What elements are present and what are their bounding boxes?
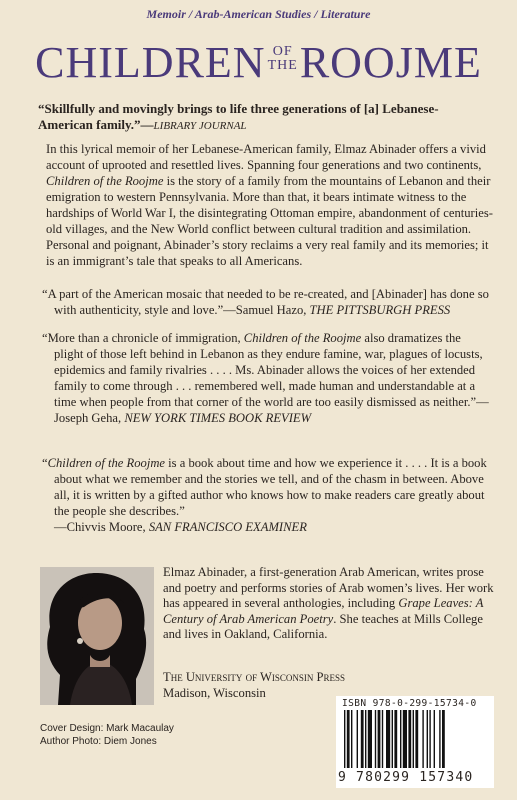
barcode-bar (442, 710, 445, 768)
bio-part1: Elmaz Abinader, a first-generation Arab American, writes prose and poetry and performs stories of Arab women’s lives. Her work has appeared in several anthologies, including (163, 565, 494, 610)
barcode-bar (394, 710, 397, 768)
author-photo-credit: Author Photo: Diem Jones (40, 736, 157, 747)
praise-quote (38, 101, 489, 134)
quote3-book-title: Children of the Roojme (47, 456, 166, 470)
barcode-bar (351, 710, 352, 768)
title-roojme: ROOJME (299, 38, 482, 87)
barcode-bar (400, 710, 401, 768)
barcode-bar (415, 710, 418, 768)
author-portrait-image (40, 567, 154, 705)
title-the: THE (267, 58, 298, 73)
publisher-block (163, 670, 345, 701)
barcode-bar (439, 710, 440, 768)
isbn-label: ISBN 978-0-299-15734-0 (342, 698, 477, 709)
quote1-text: “A part of the American mosaic that needed to be re-created, and [Abinader] has done so with authenticity, style and love.”—Samuel Hazo, (42, 287, 489, 317)
quote2-text: also dramatizes the plight of those left behind in Lebanon as they endure famine, war, plagues of locusts, epidemics and family rivalries . . . . Ms. Abinader allows the voices of her extended family to come through . . . remembered well, made human and understandable at a time when people from that corner of the world are too easily dismissed as neither.”—Joseph Geha, (54, 331, 489, 425)
barcode-bar (378, 710, 381, 768)
review-quote-geha (42, 330, 493, 426)
barcode-bar (429, 710, 430, 768)
publisher-name: The University of Wisconsin Press (163, 670, 346, 684)
quote1-source: THE PITTSBURGH PRESS (309, 303, 451, 317)
barcode-bar (392, 710, 393, 768)
barcode-bar (344, 710, 345, 768)
author-photo (40, 567, 154, 705)
isbn-barcode (336, 696, 494, 788)
description-paragraph (46, 141, 493, 269)
review-quote-moore (42, 455, 493, 535)
bio-anthology: Grape Leaves: A Century of Arab American Poetry (163, 596, 484, 626)
title-of-the (268, 45, 298, 73)
quote2-pre: “More than a chronicle of immigration, (42, 331, 244, 345)
praise-text: “Skillfully and movingly brings to life three generations of [a] Lebanese-American family.”— (38, 101, 439, 132)
barcode-digits: 9 780299 157340 (338, 770, 474, 785)
blurb-part1: In this lyrical memoir of her Lebanese-American family, Elmaz Abinader offers a vivid account of uprooted and resettled lives. Spanning four generations and two continents, (46, 142, 486, 172)
praise-source: LIBRARY JOURNAL (153, 120, 247, 132)
review-quote-hazo (42, 286, 493, 318)
blurb-part2: is the story of a family from the mountains of Lebanon and their emigration to western Pennsylvania. More than that, it bears intimate witness to the hardships of World War I, the disintegrating Ottoman empire, abandonment of centuries-old villages, and the New World conflict between cultural tradition and assimilation. Personal and poignant, Abinader’s story reclaims a very real family and its memories; it is an immigrant’s tale that speaks to all Americans. (46, 174, 493, 268)
bio-part2: . She teaches at Mills College and lives in Oakland, California. (163, 611, 483, 641)
barcode-bar (408, 710, 411, 768)
category-line: Memoir / Arab-American Studies / Literature (146, 7, 371, 21)
quote3-attr: —Chivvis Moore, (54, 520, 149, 534)
barcode-bars (344, 710, 486, 770)
book-title (0, 36, 517, 90)
barcode-bar (427, 710, 428, 768)
barcode-bar (347, 710, 350, 768)
quote3-source: SAN FRANCISCO EXAMINER (148, 520, 307, 534)
barcode-bar (382, 710, 383, 768)
quote2-book-title: Children of the Roojme (243, 331, 362, 345)
blurb-book-title: Children of the Roojme (46, 174, 164, 188)
barcode-bar (434, 710, 435, 768)
title-of: OF (272, 44, 293, 59)
barcode-bar (357, 710, 358, 768)
quote3-text: is a book about time and how we experience it . . . . It is a book about what we remember and the stories we tell, and of the chasm in between. Above all, it is written by a gifted author who knows how to make readers care greatly about the people she describes.” (54, 456, 487, 518)
quote2-source: NEW YORK TIMES BOOK REVIEW (124, 411, 312, 425)
quote3-attribution (42, 519, 493, 535)
barcode-bar (413, 710, 414, 768)
cover-design-credit: Cover Design: Mark Macaulay (40, 723, 174, 734)
barcode-bar (403, 710, 407, 768)
credits (40, 722, 174, 748)
barcode-bar (386, 710, 390, 768)
quote3-open: “ (42, 456, 48, 470)
barcode-bar (422, 710, 423, 768)
barcode-bar (375, 710, 376, 768)
title-children: CHILDREN (35, 38, 266, 87)
author-bio (163, 565, 495, 643)
barcode-bar (361, 710, 364, 768)
barcode-bar (365, 710, 366, 768)
barcode-bar (368, 710, 372, 768)
publisher-location: Madison, Wisconsin (163, 685, 266, 700)
